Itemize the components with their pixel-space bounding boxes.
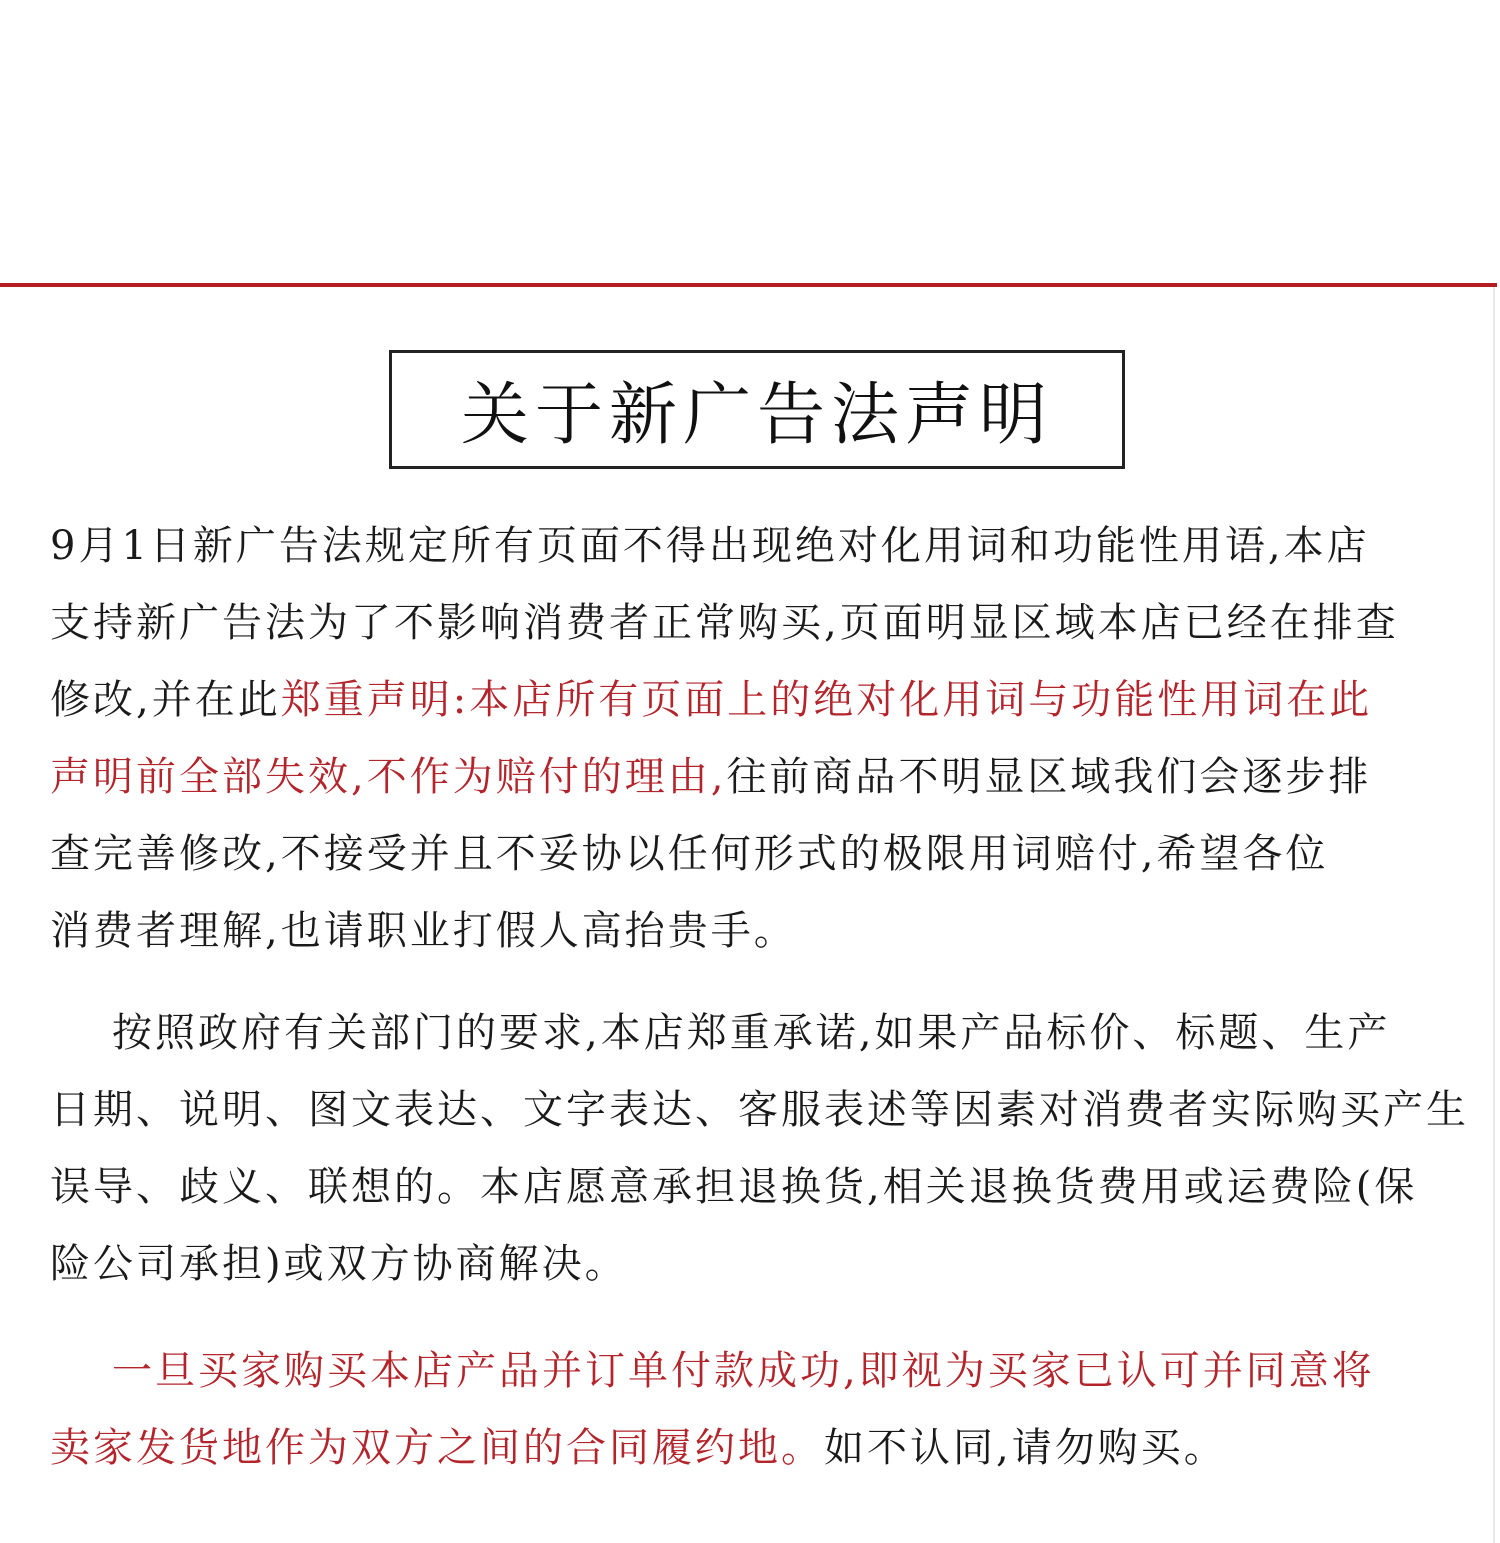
paragraph-3-line-1: 一旦买家购买本店产品并订单付款成功,即视为买家已认可并同意将 — [112, 1348, 1375, 1394]
paragraph-1-line-6: 消费者理解,也请职业打假人高抬贵手。 — [50, 908, 797, 954]
right-edge-shadow — [1493, 287, 1495, 1543]
paragraph-3-line-2 — [50, 1410, 1470, 1487]
paragraph-1-line-5: 查完善修改,不接受并且不妥协以任何形式的极限用词赔付,希望各位 — [50, 831, 1329, 877]
page-title: 关于新广告法声明 — [460, 376, 1053, 455]
paragraph-3-line-2-highlight: 卖家发货地作为双方之间的合同履约地。 — [50, 1425, 824, 1471]
paragraph-1-line-4 — [50, 739, 1470, 816]
top-divider-rule — [0, 283, 1497, 287]
paragraph-1-line-2: 支持新广告法为了不影响消费者正常购买,页面明显区域本店已经在排查 — [50, 600, 1399, 646]
paragraph-2-line-4: 险公司承担)或双方协商解决。 — [50, 1241, 628, 1287]
paragraph-1 — [50, 508, 1470, 970]
paragraph-1-line-4-plain: 往前商品不明显区域我们会逐步排 — [726, 754, 1372, 800]
paragraph-2-line-3: 误导、歧义、联想的。本店愿意承担退换货,相关退换货费用或运费险(保 — [50, 1164, 1418, 1210]
paragraph-1-line-4-highlight: 声明前全部失效,不作为赔付的理由, — [50, 754, 727, 800]
paragraph-2 — [50, 995, 1470, 1303]
paragraph-2-line-1: 按照政府有关部门的要求,本店郑重承诺,如果产品标价、标题、生产 — [112, 1010, 1391, 1056]
paragraph-1-line-3-highlight: 郑重声明:本店所有页面上的绝对化用词与功能性用词在此 — [280, 677, 1373, 723]
paragraph-2-line-2: 日期、说明、图文表达、文字表达、客服表述等因素对消费者实际购买产生 — [50, 1087, 1469, 1133]
title-box — [389, 350, 1125, 469]
paragraph-3 — [50, 1333, 1470, 1487]
paragraph-1-line-3 — [50, 662, 1470, 739]
paragraph-1-line-1: 9月1日新广告法规定所有页面不得出现绝对化用词和功能性用语,本店 — [50, 523, 1370, 569]
paragraph-1-line-3-plain: 修改,并在此 — [50, 677, 281, 723]
paragraph-3-line-2-plain: 如不认同,请勿购买。 — [824, 1425, 1227, 1471]
